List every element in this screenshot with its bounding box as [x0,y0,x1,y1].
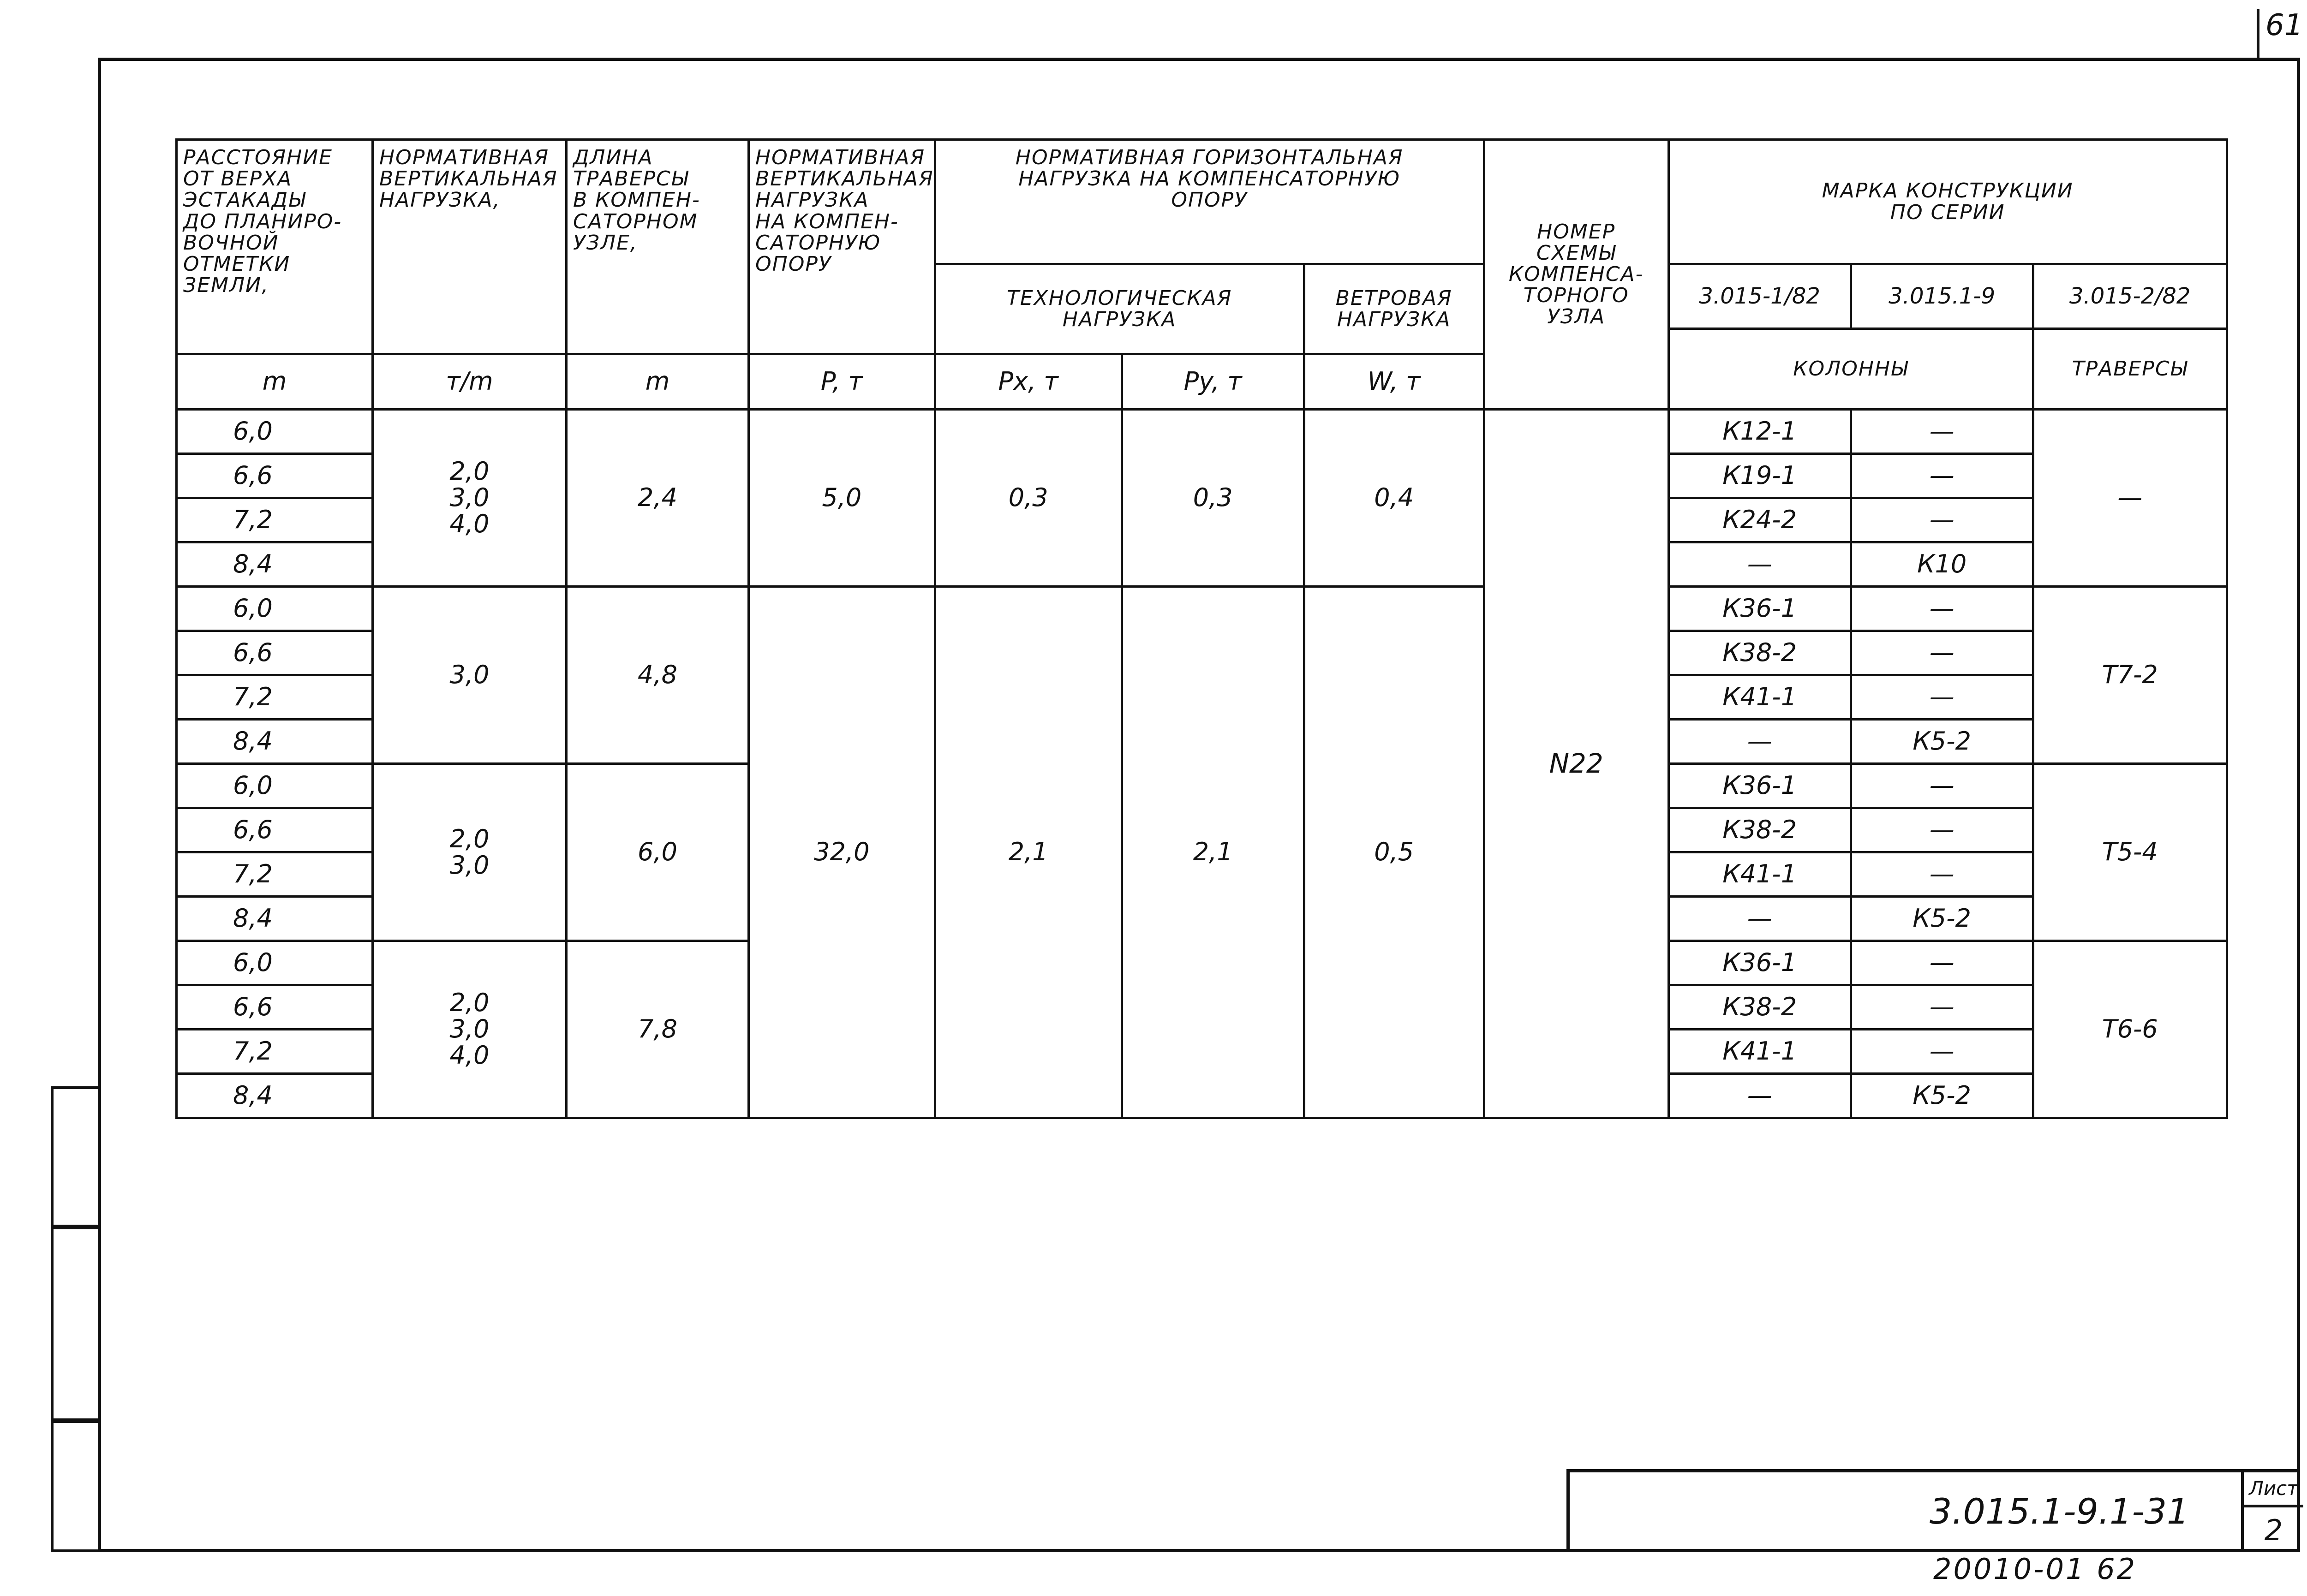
table-row: 6,0 2,0 3,0 4,0 7,8 К36-1 — Т6-6 [177,941,2227,985]
table-row: 6,0 2,0 3,0 6,0 К36-1 — Т5-4 [177,764,2227,808]
length-cell: 4,8 [567,587,749,764]
table-row: 7,2 К41-1 — [177,852,2227,897]
vertical-load-cell: 2,0 3,0 4,0 [373,941,567,1118]
margin-box-2 [51,1225,98,1423]
header-traverse-length: ДЛИНА ТРАВЕРСЫ В КОМПЕН- САТОРНОМ УЗЛЕ, [567,140,749,354]
traverse-cell: Т7-2 [2033,587,2227,764]
page-number: 61 [2265,8,2303,42]
title-block [1566,1469,2300,1552]
margin-box-1 [51,1086,98,1229]
sheet-label: Лист [2244,1472,2303,1507]
unit-p: P, т [749,354,935,410]
unit-py: Py, т [1122,354,1304,410]
header-series-3: 3.015-2/82 [2033,264,2227,329]
unit-distance: m [177,354,373,410]
table-row: 6,6 К38-2 — [177,985,2227,1030]
table-row: 8,4 — К5-2 [177,897,2227,941]
table-row: 8,4 — К5-2 [177,720,2227,764]
table-row: 6,6 К38-2 — [177,631,2227,675]
header-vertical-load: НОРМАТИВНАЯ ВЕРТИКАЛЬНАЯ НАГРУЗКА, [373,140,567,354]
unit-vertical-load: т/m [373,354,567,410]
length-cell: 7,8 [567,941,749,1118]
scheme-cell: N22 [1484,410,1668,1118]
header-tech-load: ТЕХНОЛОГИЧЕСКАЯ НАГРУЗКА [935,264,1304,354]
vertical-load-cell: 2,0 3,0 [373,764,567,941]
px-cell-merged: 2,1 [935,587,1122,1118]
margin-box-3 [51,1418,98,1552]
table-row: 7,2 К24-2 — [177,498,2227,542]
table-row: 7,2 К41-1 — [177,675,2227,720]
traverse-cell: — [2033,410,2227,587]
length-cell: 6,0 [567,764,749,941]
length-cell: 2,4 [567,410,749,587]
header-horizontal-load: НОРМАТИВНАЯ ГОРИЗОНТАЛЬНАЯ НАГРУЗКА НА КОМПЕНСАТОРНУЮ ОПОРУ [935,140,1484,264]
vertical-load-cell: 2,0 3,0 4,0 [373,410,567,587]
table-row: 6,0 2,0 3,0 4,0 2,4 5,0 0,3 0,3 0,4 N22 К12-1 — — [177,410,2227,454]
table-row: 6,6 К19-1 — [177,454,2227,498]
header-columns: КОЛОННЫ [1668,329,2033,410]
table-row: 6,0 3,0 4,8 32,0 2,1 2,1 0,5 К36-1 — Т7-2 [177,587,2227,631]
header-wind-load: ВЕТРОВАЯ НАГРУЗКА [1304,264,1484,354]
load-table [175,138,2228,1119]
traverse-cell: Т6-6 [2033,941,2227,1118]
unit-w: W, т [1304,354,1484,410]
header-distance: РАССТОЯНИЕ ОТ ВЕРХА ЭСТАКАДЫ ДО ПЛАНИРО- ВОЧНОЙ ОТМЕТКИ ЗЕМЛИ, [177,140,373,354]
unit-px: Px, т [935,354,1122,410]
p-cell-merged: 32,0 [749,587,935,1118]
traverse-cell: Т5-4 [2033,764,2227,941]
page-number-divider [2257,9,2259,58]
sheet-column [2241,1472,2303,1552]
header-scheme-number: НОМЕР СХЕМЫ КОМПЕНСА- ТОРНОГО УЗЛА [1484,140,1668,410]
sheet-number: 2 [2264,1513,2283,1547]
table-row: 8,4 — К5-2 [177,1074,2227,1118]
px-cell: 0,3 [935,410,1122,587]
header-series-1: 3.015-1/82 [1668,264,1851,329]
unit-length: m [567,354,749,410]
table-row: 6,6 К38-2 — [177,808,2227,852]
header-support-vertical-load: НОРМАТИВНАЯ ВЕРТИКАЛЬНАЯ НАГРУЗКА НА КОМПЕН- САТОРНУЮ ОПОРУ [749,140,935,354]
w-cell-merged: 0,5 [1304,587,1484,1118]
py-cell-merged: 2,1 [1122,587,1304,1118]
vertical-load-cell: 3,0 [373,587,567,764]
py-cell: 0,3 [1122,410,1304,587]
header-series-2: 3.015.1-9 [1851,264,2033,329]
table-row: 8,4 — К10 [177,542,2227,587]
w-cell: 0,4 [1304,410,1484,587]
document-code: 3.015.1-9.1-31 [1930,1491,2189,1532]
header-construction-mark: МАРКА КОНСТРУКЦИИ ПО СЕРИИ [1668,140,2227,264]
header-traverses: ТРАВЕРСЫ [2033,329,2227,410]
archive-number: 20010-01 62 [1933,1552,2137,1586]
p-cell: 5,0 [749,410,935,587]
table-row: 7,2 К41-1 — [177,1030,2227,1074]
